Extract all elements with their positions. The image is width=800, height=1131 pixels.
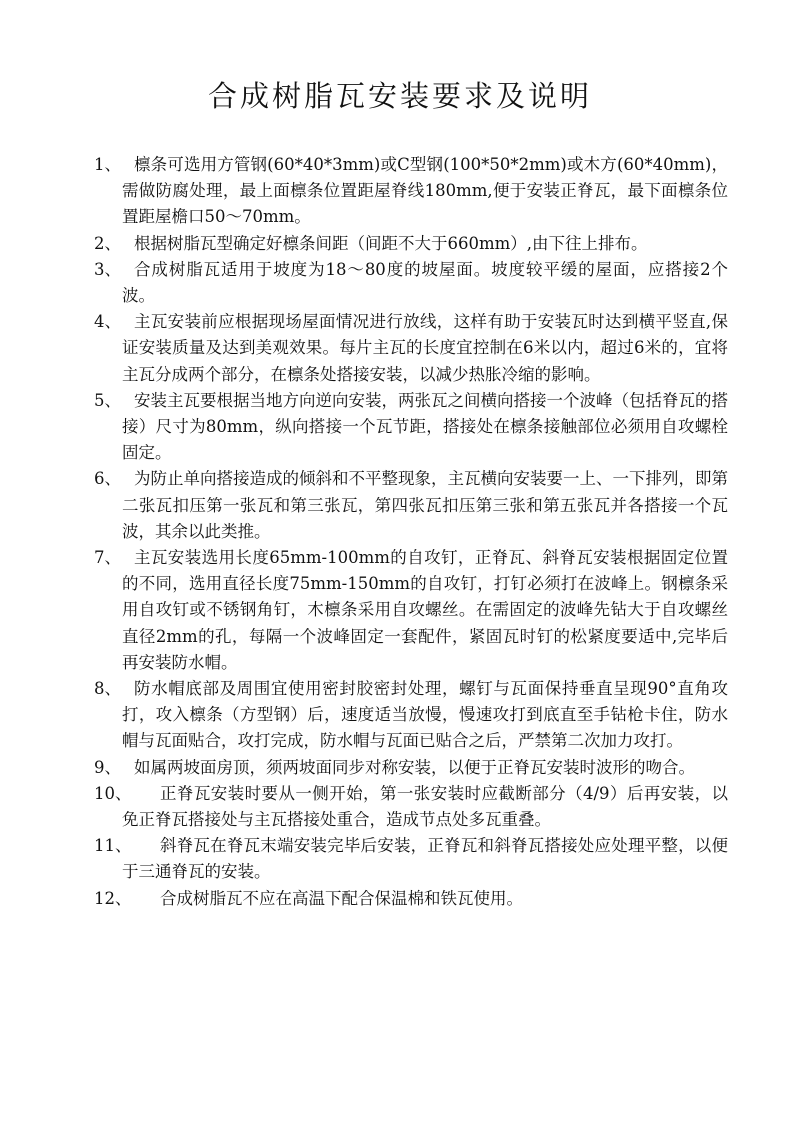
instruction-item-4 (94, 309, 728, 388)
item-number: 6、 (94, 469, 121, 489)
item-text: 檩条可选用方管钢(60*40*3mm)或C型钢(100*50*2mm)或木方(60*40mm)，需做防腐处理，最上面檩条位置距屋脊线180mm,便于安装正脊瓦，最下面檩条位置距屋檐口50～70mm。 (122, 155, 728, 227)
item-text: 主瓦安装前应根据现场屋面情况进行放线，这样有助于安装瓦时达到横平竖直,保证安装质量及达到美观效果。每片主瓦的长度宜控制在6米以内，超过6米的，宜将主瓦分成两个部分，在檩条处搭接安装，以减少热胀冷缩的影响。 (122, 312, 728, 384)
instruction-item-12 (94, 886, 728, 912)
item-text: 防水帽底部及周围宜使用密封胶密封处理，螺钉与瓦面保持垂直呈现90°直角攻打，攻入檩条（方型钢）后，速度适当放慢，慢速攻打到底直至手钻枪卡住，防水帽与瓦面贴合，攻打完成，防水帽与瓦面已贴合之后，严禁第二次加力攻打。 (122, 679, 728, 751)
instruction-item-5 (94, 388, 728, 467)
item-number: 4、 (94, 312, 121, 332)
item-text: 主瓦安装选用长度65mm-100mm的自攻钉，正脊瓦、斜脊瓦安装根据固定位置的不同，选用直径长度75mm-150mm的自攻钉，打钉必须打在波峰上。钢檩条采用自攻钉或不锈钢角钉，木檩条采用自攻螺丝。在需固定的波峰先钻大于自攻螺丝直径2mm的孔，每隔一个波峰固定一套配件，紧固瓦时钉的松紧度要适中,完毕后再安装防水帽。 (122, 548, 728, 672)
document-title: 合成树脂瓦安装要求及说明 (207, 79, 592, 113)
item-number: 5、 (94, 390, 121, 410)
instruction-item-6 (94, 466, 728, 545)
item-number: 1、 (94, 155, 121, 174)
item-text: 正脊瓦安装时要从一侧开始，第一张安装时应截断部分（4/9）后再安装，以免正脊瓦搭接处与主瓦搭接处重合，造成节点处多瓦重叠。 (122, 783, 728, 830)
item-number: 8、 (94, 679, 121, 699)
instruction-item-11 (94, 833, 728, 885)
item-text: 为防止单向搭接造成的倾斜和不平整现象，主瓦横向安装要一上、一下排列，即第二张瓦扣压第一张瓦和第三张瓦，第四张瓦扣压第三张和第五张瓦并各搭接一个瓦波，其余以此类推。 (122, 469, 728, 541)
instruction-item-3 (94, 257, 728, 309)
instruction-item-2 (94, 231, 728, 257)
item-number: 11、 (94, 836, 132, 856)
instruction-item-7 (94, 545, 728, 676)
item-number: 2、 (94, 233, 121, 253)
instruction-item-9 (94, 755, 728, 781)
item-number: 7、 (94, 548, 121, 568)
item-text: 合成树脂瓦适用于坡度为18～80度的坡屋面。坡度较平缓的屋面，应搭接2个波。 (122, 259, 728, 306)
instruction-item-8 (94, 676, 728, 755)
instruction-list (94, 152, 728, 912)
item-number: 10、 (94, 783, 132, 803)
instruction-item-1 (94, 152, 728, 231)
item-text: 如属两坡面房顶，须两坡面同步对称安装，以便于正脊瓦安装时波形的吻合。 (134, 757, 695, 777)
item-number: 9、 (94, 757, 121, 777)
item-text: 斜脊瓦在脊瓦末端安装完毕后安装，正脊瓦和斜脊瓦搭接处应处理平整，以便于三通脊瓦的安装。 (122, 836, 728, 882)
item-text: 安装主瓦要根据当地方向逆向安装，两张瓦之间横向搭接一个波峰（包括脊瓦的搭接）尺寸为80mm，纵向搭接一个瓦节距，搭接处在檩条接触部位必须用自攻螺栓固定。 (122, 390, 728, 463)
item-text: 根据树脂瓦型确定好檩条间距（间距不大于660mm）,由下往上排布。 (134, 233, 648, 253)
item-text: 合成树脂瓦不应在高温下配合保温棉和铁瓦使用。 (160, 888, 523, 908)
item-number: 12、 (94, 888, 132, 908)
instruction-item-10 (94, 781, 728, 833)
item-number: 3、 (94, 259, 121, 279)
